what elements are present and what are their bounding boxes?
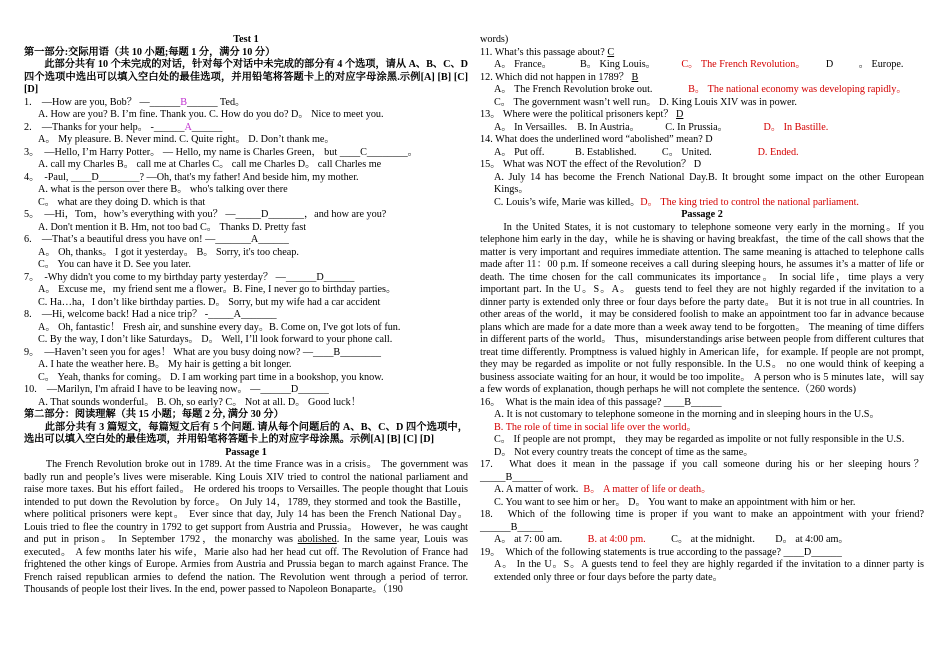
question-9-options-ab: A. I hate the weather here. B。 My hair is getting a bit longer. — [38, 359, 292, 370]
left-column — [24, 34, 468, 597]
part2-heading: 第二部分：阅读理解（共 15 小题；每题 2 分, 满分 30 分） — [24, 409, 284, 420]
part1-heading: 第一部分:交际用语（共 10 小题;每题 1 分，满分 10 分） — [24, 46, 276, 58]
question-18: 18. Which of the following time is proper if you want to make an appointment with your friend? ______B_____ — [480, 509, 924, 533]
question-9-options-cd: C。 Yeah, thanks for coming。 D. I am working part time in a bookshop, you know. — [38, 371, 384, 383]
question-17: 17. What does it mean in the passage if you call someone during his or her sleeping hours？_____B______ — [480, 459, 924, 483]
question-16-option-a: A. It is not customary to telephone someone in the morning and in sleeping hours in the U.S。 — [494, 409, 880, 420]
question-16-option-b: B. The role of time in social life over the world。 — [494, 421, 697, 433]
passage-1-title: Passage 1 — [225, 446, 267, 458]
question-12-options-ab: A。 The French Revolution broke out. B。 The national economy was developing rapidly。 — [494, 84, 907, 95]
question-16-option-d: D。 Not every country treats the concept of time as the same。 — [494, 446, 754, 458]
question-4-options-cd: C。 what are they doing D. which is that — [38, 196, 206, 208]
question-19: 19。 Which of the following statements is true according to the passage? ____D______ — [480, 546, 842, 558]
question-18-options: A。 at 7: 00 am. B. at 4:00 pm. C。 at the midnight. D。 at 4:00 am。 — [494, 534, 849, 545]
question-6-options-ab: A。 Oh, thanks。 I got it yesterday。 B。 Sorry, it's too cheap. — [38, 246, 299, 258]
question-10: 10. —Marilyn, I'm afraid I have to be leaving now。 —______D______ — [24, 384, 329, 395]
part2-instructions: 此部分共有 3 篇短文，每篇短文后有 5 个问题. 请从每个问题后的 A、B、C、D 四个选项中，选出可以填入空白处的最佳选项，并用铅笔将答题卡上的对应字母涂黑。示例[A] [B] [C] [D] — [24, 421, 468, 445]
question-7-options-ab: A。 Excuse me，my friend sent me a flower。B. Fine, I never go to birthday parties。 — [38, 284, 397, 295]
question-15-options-cd: C. Louis’s wife, Marie was killed。D。 The king tried to control the national parliament. — [494, 196, 859, 208]
question-2: 2. —Thanks for your help。 -______A______ — [24, 121, 223, 133]
question-15: 15。 What was NOT the effect of the Revolution？ D — [480, 159, 702, 170]
right-column — [480, 34, 924, 584]
question-14: 14. What does the underlined word “abolished” mean? D — [480, 134, 713, 145]
question-7: 7。 -Why didn't you come to my birthday party yesterday？ —______D______ — [24, 271, 355, 283]
question-3: 3。 —Hello, I’m Harry Potter。 — Hello, my name is Charles Green， but ____C________。 — [24, 146, 418, 158]
question-9: 9。 —Haven’t seen you for ages！ What are you busy doing now? —____B________ — [24, 346, 381, 358]
question-6: 6. —That’s a beautiful dress you have on! —_______A______ — [24, 234, 289, 245]
question-4-options-ab: A. what is the person over there B。 who's talking over there — [38, 184, 288, 195]
question-8-options-ab: A。 Oh, fantastic！ Fresh air, and sunshine every day。B. Come on, I've got lots of fun. — [38, 321, 401, 333]
question-11-options: A。 France。 B。 King Louis。 C。 The French Revolution。 D 。 Europe. — [494, 59, 904, 70]
passage-2-title: Passage 2 — [681, 209, 723, 220]
question-14-options: A。 Put off. B. Established. C。 United. D. Ended. — [494, 146, 799, 158]
question-16-option-c: C。 If people are not prompt， they may be regarded as impolite or not fully responsible in the U.S. — [494, 434, 905, 445]
question-12-options-cd: C。 The government wasn’t well run。 D. King Louis XIV was in power. — [494, 96, 797, 108]
question-3-options: A. call my Charles B。 call me at Charles C。 call me Charles D。 call Charles me — [38, 159, 382, 170]
question-16: 16。 What is the main idea of this passage? ____B______ — [480, 396, 722, 408]
question-5-options: A. Don't mention it B. Hm, not too bad C。 Thanks D. Pretty fast — [38, 221, 307, 233]
question-12: 12. Which did not happen in 1789？ B — [480, 71, 639, 83]
question-1-options: A. How are you? B. I’m fine. Thank you. C. How do you do? D。 Nice to meet you. — [38, 109, 384, 120]
question-4: 4。 -Paul, ____D________? —Oh, that's my father! And beside him, my mother. — [24, 171, 359, 183]
passage-1-text: The French Revolution broke out in 1789. At the time France was in a crisis。 The government was badly run and people’s lives were miserable. King Louis XIV tried to control the national parliament and raise more taxes. But his effort failed。 He ordered his troops to Versailles. The people thought that Louis intended to put down the Revolution by force。 On July 14，1789, they stormed and took the Bastille，where political prisoners were kept。 Ever since that day, July 14 has been the French National Day。 Louis tried to flee the country in 1792 to get support from Austria and Prussia。 However，he was caught and put in prison。 In September 1792，the monarchy was abolished. In the same year, Louis was executed。 A few months later his wife，Marie also had her head cut off. The Revolution of France had frightened the other kings of Europe. Armies from Austria and Prussia began to march against France. The French raised republican armies to defend the nation. The Revolution went through a period of terror. Thousands of people lost their lives. In the end, power passed to Napoleon Bonaparte。（190 — [24, 459, 468, 595]
question-6-options-cd: C。 You can have it D. See you later. — [38, 259, 191, 270]
question-10-options: A. That sounds wonderful。 B. Oh, so early? C。 Not at all. D。 Good luck！ — [38, 396, 361, 408]
question-8: 8. —Hi, welcome back! Had a nice trip？ -_____A_______ — [24, 309, 277, 320]
question-5: 5。 —Hi，Tom，how’s everything with you？ —_____D_______，and how are you? — [24, 209, 387, 220]
question-8-options-cd: C. By the way, I don’t like Saturdays。 D。 Well, I’ll look forward to your phone call. — [38, 334, 393, 345]
question-15-options-ab: A. July 14 has become the French National Day.B. It brought some impact on the other European Kings。 — [494, 171, 924, 195]
part1-instructions: 此部分共有 10 个未完成的对话，针对每个对话中未完成的部分有 4 个选项，请从 A、B、C、D 四个选项中选出可以填入空白处的最佳选项，并用铅笔将答题卡上的对应字母涂黑.示例[A] [B] [C] [D] — [24, 59, 469, 95]
question-11: 11. What’s this passage about? C — [480, 46, 615, 58]
question-13: 13。 Where were the political prisoners kept？ D — [480, 109, 684, 120]
passage-1-word-count: words) — [480, 34, 509, 45]
question-13-options: A。 In Versailles. B. In Austria。 C. In Prussia。 D。 In Bastille. — [494, 121, 829, 133]
question-7-options-cd: C. Ha…ha，I don’t like birthday parties. D。 Sorry, but my wife had a car accident — [38, 296, 381, 308]
question-2-options: A。 My pleasure. B. Never mind. C. Quite right。 D. Don’t thank me。 — [38, 134, 335, 145]
test-title: Test 1 — [233, 34, 259, 45]
question-17-options-cd: C. You want to see him or her。 D。 You want to make an appointment with him or her. — [494, 496, 856, 508]
passage-2-text: In the United States, it is not customary to telephone someone very early in the morning。If you telephone him early in the day，while he is shaving or having breakfast，the time of the call shows that the matter is very important and requires immediate attention. The same meaning is attached to telephone calls made after 11：00 p.m. If someone receives a call during sleeping hours, he assumes it’s a matter of life or death. The time chosen for the call communicates its importance。 In social life，time plays a very important part. In the U。S。A。 guests tend to feel they are not highly regarded if the invitation to a dinner party is extended only three or four days before the party date。 But it is not true in all countries. In other areas of the world，it may be considered foolish to make an appointment too far in advance because plans which are made for a date more than a week away tend to be forgotten。 The meaning of time differs in different parts of the world。 Thus，misunderstandings arise between people from different cultures that treat time differently. Promptness is valued highly in American life，for example. If people are not prompt, they may be regarded as impolite or not fully responsible. In the U.S。 no one would think of keeping a business associate waiting for an hour, it would be too impolite。 A person who is 5 minutes late，will say a few words of explanation, though perhaps he will not complete the sentence.（260 words) — [480, 221, 924, 395]
question-19-option-a: A。 In the U。S。A guests tend to feel they are highly regarded if the invitation to a dinner party is extended only three or four days before the party date。 — [494, 559, 924, 583]
question-17-options-ab: A. A matter of work. B。 A matter of life or death。 — [494, 484, 712, 495]
question-1: 1. —How are you, Bob？ —______B______ Ted。 — [24, 96, 246, 108]
